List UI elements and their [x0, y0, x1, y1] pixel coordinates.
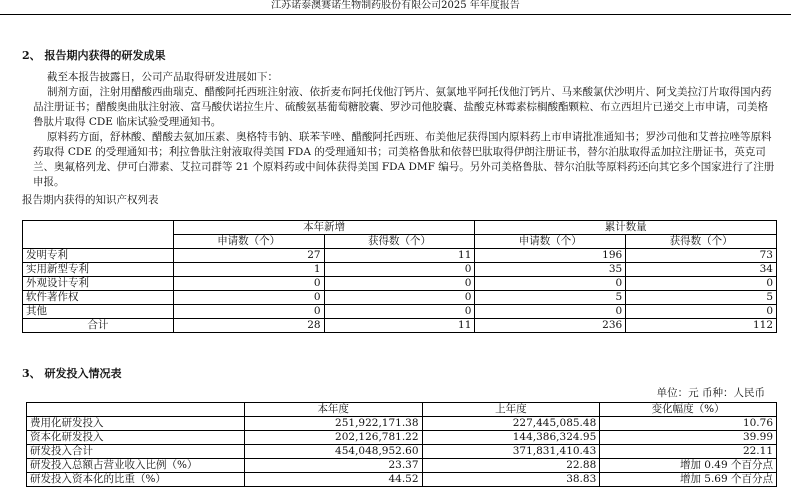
- row-label: 发明专利: [23, 249, 174, 263]
- total-label: 合计: [23, 319, 174, 333]
- table-row: [27, 473, 777, 487]
- table-cell: 23.37: [244, 459, 422, 473]
- table-cell: 38.83: [422, 473, 600, 487]
- rd-investment-table: [26, 402, 777, 487]
- table-cell: 22.11: [600, 445, 777, 459]
- subheader-granted-cumulative: 获得数（个）: [626, 235, 777, 249]
- table-cell: 0: [626, 277, 777, 291]
- row-label: 外观设计专利: [23, 277, 174, 291]
- header-corner: [27, 403, 245, 417]
- table-cell: 371,831,410.43: [422, 445, 600, 459]
- table-cell: 144,386,324.95: [422, 431, 600, 445]
- table-cell: 0: [324, 291, 475, 305]
- table-cell: 11: [324, 319, 475, 333]
- table-cell: 202,126,781.22: [244, 431, 422, 445]
- formulation-paragraph: 制剂方面，注射用醋酸西曲瑞克、醋酸阿托西班注射液、依折麦布阿托伐他汀钙片、氨氯地平阿托伐他汀钙片、马来酸氯伏沙明片、阿戈美拉汀片取得国内药品注册证书；醋酸奥曲肽注射液、富马酸伏诺拉生片、硫酸氨基葡萄糖胶囊、罗沙司他胶囊、盐酸克林霉素棕榈酸酯颗粒、布立西坦片已递交上市申请，司美格鲁肽片取得 CDE 临床试验受理通知书。: [33, 86, 772, 128]
- table-row: [23, 277, 777, 291]
- table-row: [23, 291, 777, 305]
- table-cell: 0: [324, 305, 475, 319]
- table-cell: 0: [324, 277, 475, 291]
- table-cell: 27: [173, 249, 324, 263]
- table-cell: 0: [173, 305, 324, 319]
- currency-unit-note: 单位：元 币种：人民币: [656, 387, 765, 399]
- table-cell: 196: [475, 249, 626, 263]
- table-cell: 1: [173, 263, 324, 277]
- ip-table-caption: 报告期内获得的知识产权列表: [22, 194, 159, 206]
- subheader-applied-annual: 申请数（个）: [173, 235, 324, 249]
- table-total-row: [23, 319, 777, 333]
- row-label: 其他: [23, 305, 174, 319]
- table-cell: 28: [173, 319, 324, 333]
- group-header-cumulative: 累计数量: [475, 221, 777, 235]
- table-cell: 0: [626, 305, 777, 319]
- table-row: [27, 431, 777, 445]
- row-label: 费用化研发投入: [27, 417, 245, 431]
- row-label: 实用新型专利: [23, 263, 174, 277]
- table-row: [27, 417, 777, 431]
- table-cell: 44.52: [244, 473, 422, 487]
- row-label: 资本化研发投入: [27, 431, 245, 445]
- table-row: [23, 263, 777, 277]
- group-header-annual: 本年新增: [173, 221, 475, 235]
- table-cell: 0: [475, 305, 626, 319]
- rd-results-text: [33, 70, 778, 190]
- table-row: [27, 459, 777, 473]
- api-paragraph: 原料药方面，舒林酸、醋酸去氨加压素、奥格特韦钠、联苯苄唑、醋酸阿托西班、布美他尼获得国内原料药上市申请批准通知书；罗沙司他和艾普拉唑等原料药取得 CDE 的受理通知书；利拉鲁肽注射液取得美国 FDA 的受理通知书；司美格鲁肽和依替巴肽取得伊朗注册证书，替尔泊肽取得孟加拉注册证书，英克司兰、奥氟格列龙、伊可白滞素、艾拉司群等 21 个原料药或中间体获得美国 FDA DMF 编号。另外司美格鲁肽、替尔泊肽等原料药还向其它多个国家进行了注册申报。: [33, 131, 775, 188]
- table-cell: 0: [173, 291, 324, 305]
- table-row: [23, 305, 777, 319]
- table-cell: 5: [626, 291, 777, 305]
- subheader-applied-cumulative: 申请数（个）: [475, 235, 626, 249]
- table-cell: 0: [324, 263, 475, 277]
- row-label: 研发投入资本化的比重（%）: [27, 473, 245, 487]
- table-cell: 增加 0.49 个百分点: [600, 459, 777, 473]
- table-cell: 11: [324, 249, 475, 263]
- table-cell: 112: [626, 319, 777, 333]
- ip-table: [22, 220, 777, 333]
- row-label: 软件著作权: [23, 291, 174, 305]
- table-cell: 73: [626, 249, 777, 263]
- table-row: [27, 445, 777, 459]
- table-cell: 35: [475, 263, 626, 277]
- table-row: [23, 249, 777, 263]
- row-label: 研发投入总额占营业收入比例（%）: [27, 459, 245, 473]
- table-cell: 10.76: [600, 417, 777, 431]
- row-label: 研发投入合计: [27, 445, 245, 459]
- section-2-title: 2、 报告期内获得的研发成果: [22, 49, 166, 62]
- table-cell: 236: [475, 319, 626, 333]
- table-cell: 22.88: [422, 459, 600, 473]
- table-cell: 0: [475, 277, 626, 291]
- section-3-title: 3、 研发投入情况表: [22, 367, 122, 380]
- table-cell: 227,445,085.48: [422, 417, 600, 431]
- table-corner-cell: [23, 221, 174, 249]
- table-header-row: [27, 403, 777, 417]
- subheader-granted-annual: 获得数（个）: [324, 235, 475, 249]
- header-change: 变化幅度（%）: [600, 403, 777, 417]
- table-cell: 增加 5.69 个百分点: [600, 473, 777, 487]
- table-cell: 454,048,952.60: [244, 445, 422, 459]
- header-current-year: 本年度: [244, 403, 422, 417]
- table-cell: 39.99: [600, 431, 777, 445]
- table-cell: 0: [173, 277, 324, 291]
- table-cell: 34: [626, 263, 777, 277]
- page-header: 江苏诺泰澳赛诺生物制药股份有限公司2025 年年度报告: [0, 0, 791, 15]
- header-previous-year: 上年度: [422, 403, 600, 417]
- table-header-row: [23, 221, 777, 235]
- table-cell: 251,922,171.38: [244, 417, 422, 431]
- table-cell: 5: [475, 291, 626, 305]
- intro-paragraph: 截至本报告披露日，公司产品取得研发进展如下：: [47, 71, 278, 83]
